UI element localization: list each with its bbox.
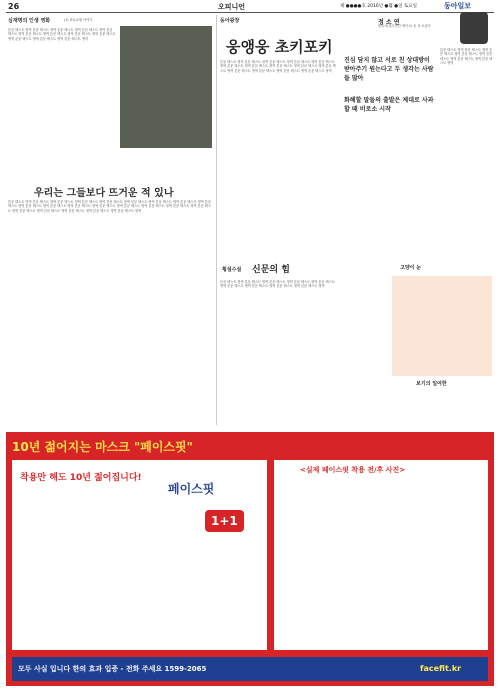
ad-panel-right: [274, 460, 488, 650]
article-title: 웅앵웅 초키포키: [226, 38, 333, 56]
column-head: 심재명의 인생 영화: [8, 18, 51, 24]
movie-poster-image: [120, 26, 212, 148]
ad-copy: 착용만 해도 10년 젊어집니다!: [20, 473, 142, 483]
column-divider: [216, 15, 217, 425]
ad-site: facefit.kr: [420, 664, 462, 673]
author-name: 정 소 연: [378, 19, 400, 26]
ad-panel-left: [12, 460, 267, 650]
pull-quote: 화해할 말들의 출발은 제대로 사과할 때 비로소 시작: [344, 97, 434, 113]
page-header: [0, 0, 500, 12]
sub-column-body: 본문 텍스트 영역 본문 텍스트 영역 본문 텍스트 영역 본문 텍스트 영역 본문 텍스트 영역 본문 텍스트 영역 본문 텍스트 영역 본문 텍스트 영역 본문 텍스트 영역: [220, 280, 335, 289]
column-body2: 본문 텍스트 영역 본문 텍스트 영역 본문 텍스트 영역 본문 텍스트 영역 본문 텍스트 영역 본문 텍스트 영역 본문 텍스트 영역 본문 텍스트 영역 본문 텍스트 영역 본문 텍스트 영역 본문 텍스트 영역 본문 텍스트 영역 본문 텍스트 영역 본문 텍스트 영역 본문 텍스트 영역 본문 텍스트 영역 본문 텍스트 영역 본문 텍스트 영역 본문 텍스트 영역 본문 텍스트 영역 본문 텍스트 영역 본문 텍스트 영역: [8, 200, 211, 213]
ad-photo-title: <실제 페이스핏 착용 전/후 사진>: [300, 466, 406, 474]
issue-date: 제 ●●●●호 2016년 ●월 ●일 토요일: [340, 4, 417, 9]
column-body: 본문 텍스트 영역 본문 텍스트 영역 본문 텍스트 영역 본문 텍스트 영역 본문 텍스트 영역 본문 텍스트 영역 본문 텍스트 영역 본문 텍스트 영역 본문 텍스트 영역 본문 텍스트 영역 본문 텍스트 영역 본문 텍스트 영역: [8, 28, 116, 41]
header-rule: [6, 12, 494, 13]
article-body: 본문 텍스트 영역 본문 텍스트 영역 본문 텍스트 영역 본문 텍스트 영역 본문 텍스트 영역 본문 텍스트 영역 본문 텍스트 영역 본문 텍스트 영역 본문 텍스트 영역 본문 텍스트 영역 본문 텍스트 영역 본문 텍스트 영역 본문 텍스트 영역 본문 텍스트 영역: [220, 60, 336, 73]
page-number: 26: [8, 2, 20, 11]
section-title: 오피니언: [218, 3, 246, 11]
newspaper-logo: 동아일보: [444, 2, 472, 10]
ad-headline: 10년 젊어지는 마스크 "페이스핏": [12, 440, 193, 454]
sub-column-title: 신문의 힘: [252, 265, 290, 275]
column-head: 동아광장: [220, 18, 240, 24]
ad-promo-badge: 1+1: [205, 510, 244, 532]
cartoon-image: [392, 276, 492, 376]
column-subhead: 우리는 그들보다 뜨거운 적 있나: [34, 188, 174, 199]
column-kicker: (1) 피로교체 이야기: [64, 18, 93, 22]
ad-brand: 페이스핏: [168, 482, 215, 496]
author-desc: 변호사(법무법인 에이스) 동 상 소송사: [378, 24, 431, 28]
cartoon-caption: 보기의 일여한: [416, 381, 447, 387]
pull-quote: 진심 담지 않고 서로 친 상대방이 받아주기 원는다고 두 생각는 사람들 많아: [344, 57, 434, 82]
author-photo: [460, 12, 488, 44]
ad-footer-text: 모두 사실 입니다 한의 효과 입증 - 전화 주세요 1599-2065: [18, 665, 207, 673]
sub-column-head: 횡설수설: [222, 267, 242, 273]
cartoon-title: 고양이 눈: [400, 265, 422, 271]
article-body: 본문 텍스트 영역 본문 텍스트 영역 본문 텍스트 영역 본문 텍스트 영역 본문 텍스트 영역 본문 텍스트 영역 본문 텍스트 영역: [440, 48, 493, 65]
